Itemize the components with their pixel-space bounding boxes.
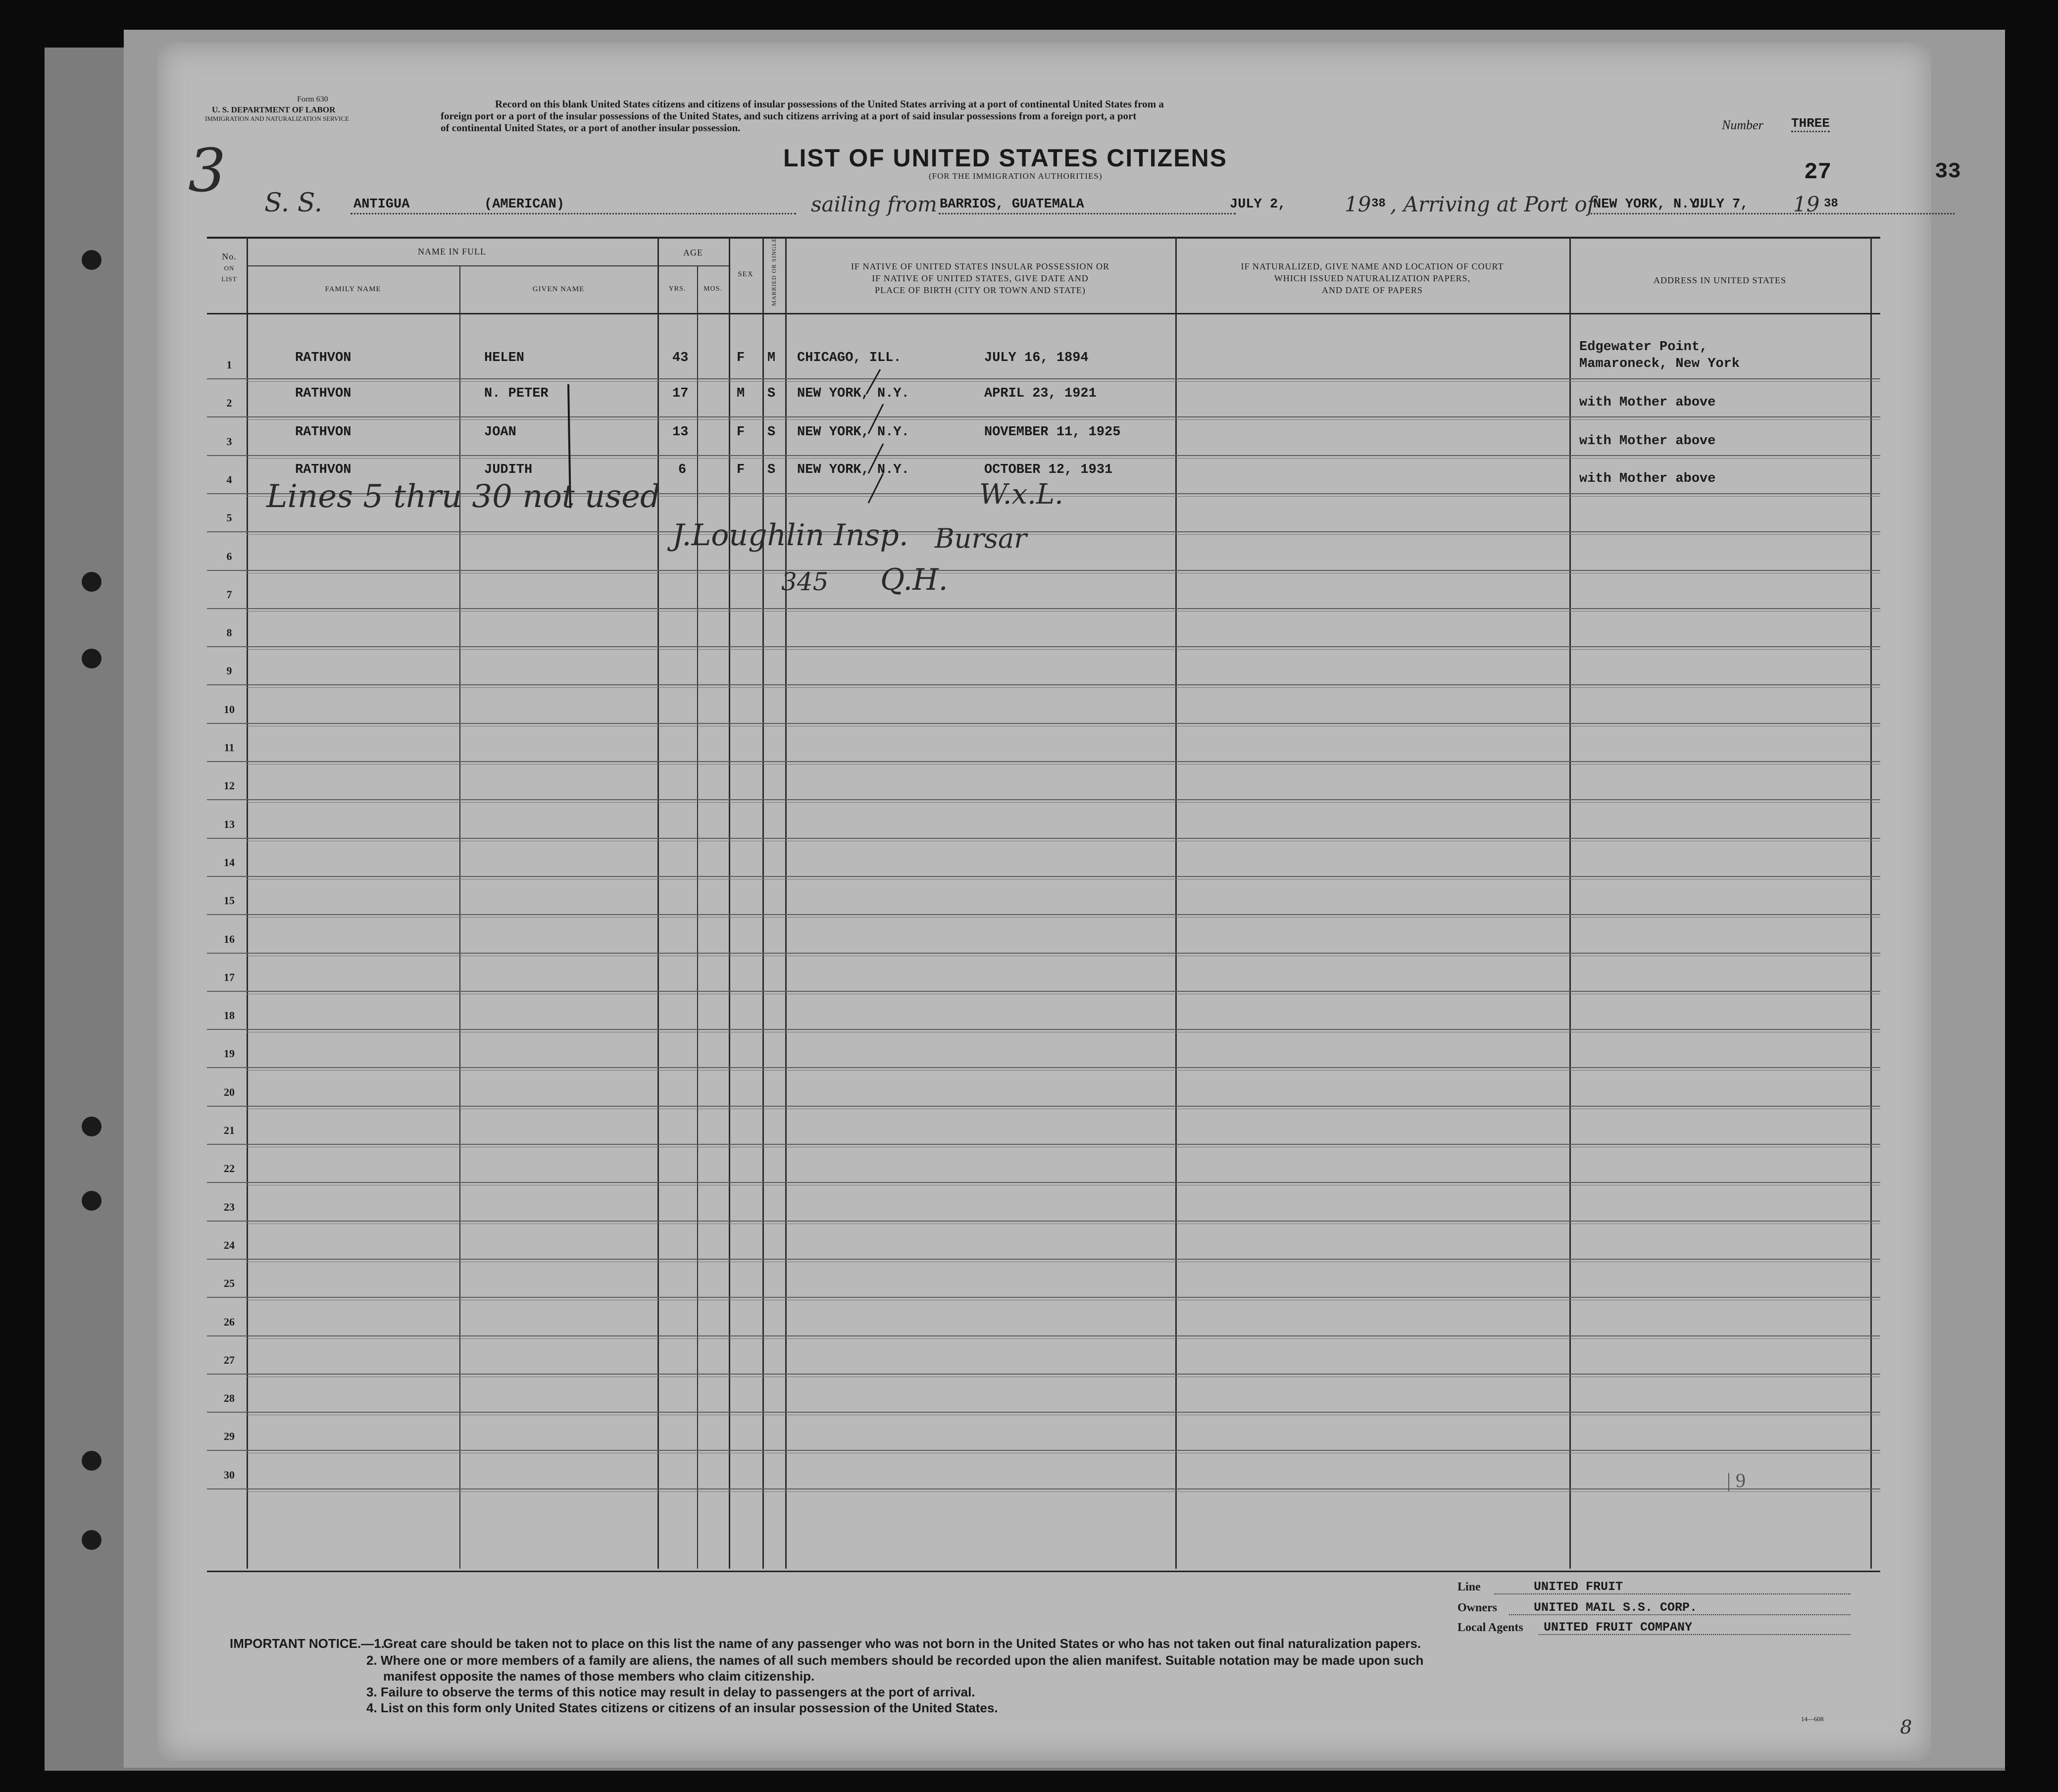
page-number: 27 (1804, 159, 1832, 185)
header-birth-3: PLACE OF BIRTH (CITY OR TOWN AND STATE) (875, 285, 1086, 295)
header-sex: SEX (738, 270, 753, 278)
birthplace-cell: NEW YORK, N.Y. (797, 386, 909, 401)
row-number: 26 (224, 1315, 235, 1328)
ship-name: ANTIGUA (353, 197, 410, 212)
row-line (207, 953, 1880, 954)
row-number: 5 (226, 512, 232, 524)
port-to: NEW YORK, N.Y. (1593, 197, 1706, 212)
edge-number: 33 (1935, 159, 1961, 184)
row-number: 28 (224, 1392, 235, 1405)
row-line (207, 646, 1880, 647)
header-mos: MOS. (703, 285, 722, 293)
col-line (1569, 237, 1571, 1569)
agents-value: UNITED FRUIT COMPANY (1544, 1620, 1693, 1635)
form-code: 14—608 (1801, 1715, 1824, 1723)
binder-hole (82, 1191, 101, 1211)
header-nat-3: AND DATE OF PAPERS (1322, 285, 1423, 295)
row-number: 8 (226, 626, 232, 639)
row-line (207, 608, 1880, 609)
row-number: 13 (224, 818, 235, 830)
birthdate-cell: NOVEMBER 11, 1925 (984, 425, 1121, 440)
row-line (207, 1144, 1880, 1145)
ship-flag: (AMERICAN) (484, 197, 565, 212)
depart-date: JULY 2, (1230, 197, 1286, 212)
row-subline (247, 917, 1880, 918)
row-number: 10 (224, 703, 235, 716)
row-line (207, 876, 1880, 877)
row-number: 23 (224, 1200, 235, 1213)
sex-cell: F (737, 351, 745, 365)
ship-underline (351, 213, 796, 214)
address-cell: Edgewater Point, (1579, 340, 1708, 355)
given-name-cell: N. PETER (484, 386, 549, 401)
line-underline (1494, 1593, 1851, 1594)
age-years-cell: 17 (672, 386, 689, 401)
family-name-cell: RATHVON (295, 425, 351, 440)
port-from: BARRIOS, GUATEMALA (940, 197, 1084, 212)
number-label: Number (1722, 118, 1763, 132)
row-number: 7 (226, 588, 232, 601)
header-married-or-single: MARRIED OR SINGLE (770, 238, 777, 306)
birthdate-cell: JULY 16, 1894 (984, 351, 1089, 365)
birthplace-cell: CHICAGO, ILL. (797, 351, 902, 365)
pen-marks (405, 340, 950, 548)
row-subline (247, 1070, 1880, 1071)
row-line (207, 1450, 1880, 1451)
sex-cell: F (737, 462, 745, 477)
binder-hole (82, 250, 101, 270)
owners-label: Owners (1457, 1601, 1497, 1614)
birthplace-cell: NEW YORK, N.Y. (797, 425, 909, 440)
row-number: 9 (226, 665, 232, 677)
birthdate-cell: OCTOBER 12, 1931 (984, 462, 1113, 477)
handwritten-unused-note: Lines 5 thru 30 not used (266, 478, 660, 515)
instructions-line-1: Record on this blank United States citizens and citizens of insular possessions of the United States arriving at a port of continental United States from a (495, 98, 1164, 110)
header-age: AGE (683, 248, 703, 257)
header-nat-2: WHICH ISSUED NATURALIZATION PAPERS, (1274, 273, 1471, 283)
given-name-cell: HELEN (484, 351, 525, 365)
corner-mark: | 9 (1727, 1469, 1746, 1491)
header-name-in-full: NAME IN FULL (418, 247, 486, 256)
row-line (207, 1221, 1880, 1222)
row-number: 14 (224, 856, 235, 869)
row-number: 4 (226, 473, 232, 486)
notice-2b: manifest opposite the names of those members who claim citizenship. (383, 1669, 815, 1684)
instructions-line-3: of continental United States, or a port of another insular possession. (441, 122, 741, 134)
family-name-cell: RATHVON (295, 462, 351, 477)
row-line (207, 1297, 1880, 1298)
notice-2a: 2. Where one or more members of a family are aliens, the names of all such members should be recorded upon the alien manifest. Suitable notation may be made upon such (366, 1653, 1424, 1668)
form-number: Form 630 (297, 95, 328, 103)
page-title: LIST OF UNITED STATES CITIZENS (783, 144, 1228, 172)
address-cell: with Mother above (1579, 395, 1716, 410)
sex-cell: M (737, 386, 745, 401)
port-to-underline (1588, 213, 1955, 214)
department: U. S. DEPARTMENT OF LABOR (212, 105, 336, 114)
inspector-signature: J.Loughlin Insp. (672, 518, 908, 553)
agents-label: Local Agents (1457, 1621, 1523, 1634)
header-list: LIST (221, 275, 237, 283)
age-years-cell: 6 (678, 462, 687, 477)
row-subline (247, 649, 1880, 650)
row-number: 29 (224, 1430, 235, 1443)
row-line (207, 914, 1880, 915)
arrive-year: 38 (1824, 197, 1838, 210)
notice-1: Great care should be taken not to place on this list the name of any passenger who was not born in the United States or who has not taken out final naturalization papers. (383, 1636, 1421, 1651)
arrive-date: JULY 7, (1692, 197, 1749, 212)
row-line (207, 723, 1880, 724)
marital-cell: S (767, 425, 776, 440)
row-number: 12 (224, 779, 235, 792)
service: IMMIGRATION AND NATURALIZATION SERVICE (205, 115, 350, 122)
row-number: 24 (224, 1238, 235, 1251)
age-years-cell: 43 (672, 351, 689, 365)
age-subheader-rule (657, 265, 729, 266)
row-line (207, 1412, 1880, 1413)
notice-4: 4. List on this form only United States citizens or citizens of an insular possession of the United States. (366, 1700, 998, 1715)
header-address: ADDRESS IN UNITED STATES (1653, 275, 1787, 285)
agents-underline (1539, 1634, 1851, 1635)
bottom-mark: 8 (1900, 1716, 1912, 1738)
arriving-label: , Arriving at Port of (1390, 192, 1595, 216)
number-value: THREE (1791, 116, 1830, 132)
row-number: 25 (224, 1277, 235, 1290)
notice-3: 3. Failure to observe the terms of this notice may result in delay to passengers at the port of arrival. (366, 1685, 975, 1699)
year-prefix-depart: 19 (1345, 192, 1371, 216)
sex-cell: F (737, 425, 745, 440)
row-line (207, 991, 1880, 992)
header-birth-2: IF NATIVE OF UNITED STATES, GIVE DATE AND (872, 273, 1089, 283)
row-line (207, 570, 1880, 571)
row-number: 16 (224, 932, 235, 945)
row-line (207, 684, 1880, 685)
address-cell: with Mother above (1579, 434, 1716, 449)
birthdate-cell: APRIL 23, 1921 (984, 386, 1097, 401)
col-line (1870, 237, 1872, 1569)
family-name-cell: RATHVON (295, 386, 351, 401)
row-line (207, 1374, 1880, 1375)
owners-underline (1509, 1614, 1851, 1615)
col-line (1175, 237, 1177, 1569)
row-line (207, 1335, 1880, 1336)
row-line (207, 838, 1880, 839)
handwritten-initials: W.x.L. (979, 478, 1063, 511)
port-from-underline (939, 213, 1236, 214)
row-number: 11 (224, 741, 235, 754)
row-line (207, 761, 1880, 762)
row-subline (247, 611, 1880, 612)
binder-hole (82, 1530, 101, 1550)
row-line (207, 1259, 1880, 1260)
row-number: 3 (226, 435, 232, 448)
row-number: 6 (226, 550, 232, 563)
row-line (207, 1182, 1880, 1183)
instructions-line-2: foreign port or a port of the insular possessions of the United States, and such citizens arriving at a port of said insular possessions from a foreign port, a port (441, 110, 1137, 122)
header-family-name: FAMILY NAME (325, 285, 381, 293)
row-number: 20 (224, 1085, 235, 1098)
row-number: 17 (224, 971, 235, 983)
address-cell-2: Mamaroneck, New York (1579, 357, 1740, 371)
row-subline (247, 1491, 1880, 1492)
age-years-cell: 13 (672, 425, 689, 440)
row-subline (247, 687, 1880, 688)
signature-initials: Q.H. (880, 563, 948, 597)
row-number: 1 (226, 358, 232, 371)
row-number: 2 (226, 397, 232, 410)
year-prefix-arrive: 19 (1793, 192, 1820, 216)
depart-year: 38 (1371, 197, 1386, 210)
row-line (207, 1488, 1880, 1489)
ss-label: S. S. (264, 188, 323, 218)
row-line (207, 1029, 1880, 1030)
address-cell: with Mother above (1579, 471, 1716, 486)
col-line (247, 237, 248, 1569)
binder-hole (82, 1117, 101, 1136)
header-no: No. (222, 252, 237, 261)
binder-hole (82, 1451, 101, 1471)
binder-hole (82, 572, 101, 592)
row-number: 15 (224, 894, 235, 907)
name-subheader-rule (247, 265, 657, 266)
notice-head: IMPORTANT NOTICE.—1. (230, 1636, 385, 1651)
row-number: 19 (224, 1047, 235, 1060)
handwritten-sheet-number: 3 (188, 137, 226, 205)
row-number: 30 (224, 1468, 235, 1481)
manifest-sheet (157, 43, 1961, 1761)
signature-bursar: Bursar (935, 523, 1027, 554)
header-nat-1: IF NATURALIZED, GIVE NAME AND LOCATION OF COURT (1241, 261, 1504, 271)
row-subline (247, 1338, 1880, 1339)
owners-value: UNITED MAIL S.S. CORP. (1534, 1600, 1698, 1615)
given-name-cell: JUDITH (484, 462, 533, 477)
row-subline (247, 802, 1880, 803)
row-line (207, 1067, 1880, 1068)
family-name-cell: RATHVON (295, 351, 351, 365)
row-line (207, 799, 1880, 800)
marital-cell: M (767, 351, 776, 365)
birthplace-cell: NEW YORK, N.Y. (797, 462, 909, 477)
header-yrs: YRS. (668, 285, 686, 293)
marital-cell: S (767, 386, 776, 401)
sailing-from-label: sailing from (811, 192, 937, 216)
signature-number: 345 (781, 567, 829, 596)
row-number: 21 (224, 1124, 235, 1136)
row-number: 27 (224, 1353, 235, 1366)
marital-cell: S (767, 462, 776, 477)
header-bottom-rule (207, 313, 1880, 314)
header-on: ON (224, 264, 235, 272)
line-value: UNITED FRUIT (1534, 1580, 1623, 1594)
header-given-name: GIVEN NAME (532, 285, 585, 293)
row-number: 18 (224, 1009, 235, 1022)
row-line (207, 1106, 1880, 1107)
given-name-cell: JOAN (484, 425, 516, 440)
header-birth-1: IF NATIVE OF UNITED STATES INSULAR POSSESSION OR (851, 261, 1110, 271)
binder-hole (82, 649, 101, 668)
line-label: Line (1457, 1581, 1481, 1593)
row-number: 22 (224, 1162, 235, 1175)
row-subline (247, 764, 1880, 765)
page-subtitle: (FOR THE IMMIGRATION AUTHORITIES) (929, 171, 1103, 181)
